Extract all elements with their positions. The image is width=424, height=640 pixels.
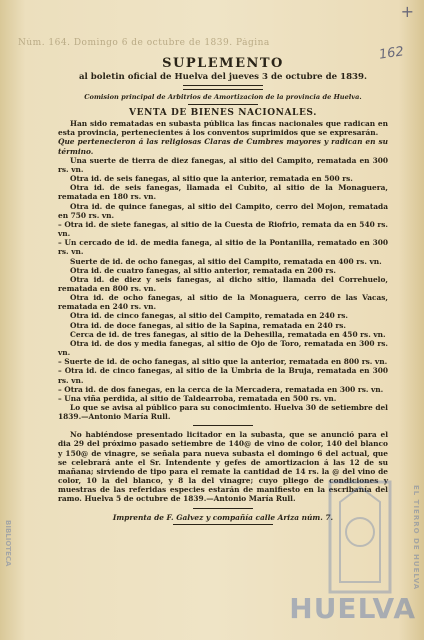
list-item: – Otra id. de dos fanegas, en la cerca de la Mercadera, rematada en 300 rs. vn. (58, 384, 384, 394)
bottom-rule (173, 524, 273, 525)
list-item: – Una viña perdida, al sitio de Taldearroba, rematada en 500 rs. vn. (58, 393, 337, 403)
comision-heading: Comision principal de Arbitrios de Amortizacion de la provincia de Huelva. (84, 93, 362, 101)
list-item: – Suerte de id. de ocho fanegas, al sitio que la anterior, rematada en 800 rs. vn. (58, 357, 388, 367)
short-rule (188, 104, 258, 105)
document-title: SUPLEMENTO (162, 56, 284, 71)
bleed-through-header: Núm. 164. Domingo 6 de octubre de 1839. Página (18, 38, 270, 48)
document-content (58, 56, 388, 525)
list-item: Otra id. de dos y media fanegas, al sitio de Ojo de Toro, rematada en 300 rs. vn. (58, 338, 388, 358)
separator-rule (193, 425, 253, 426)
list-item: Otra id. de cuatro fanegas, al sitio anterior, rematada en 200 rs. (70, 265, 336, 275)
stamp-huelva-text: HUELVA (289, 592, 416, 625)
printer-imprint: Imprenta de F. Galvez y compañía calle Ariza núm. 7. (112, 512, 334, 522)
auction-notice: No habiéndose presentado licitador en la subasta, que se anunció para el dia 29 del próximo pasado setiembre de 140@ de vino de color, 140 del blanco y 150@ de vinagre, se señala para nueva subasta el domingo 6 del actual, que se celebrará ante el Sr. Intendente y gefes de amortizacion á las 12 de su mañana; sirviendo de tipo para el remate la cantidad de 14 rs. la @ del vino de color, 10 la del blanco, y 8 la del vinagre; cuyo pliego de condiciones y muestras de las referidas especies estarán de manifiesto en la escribanía del ramo. Huelva 5 de octubre de 1839.—Antonio María Rull. (58, 430, 388, 504)
pencil-page-number: 162 (378, 44, 405, 63)
list-item: Otra id. de seis fanegas, al sitio que la anterior, rematada en 500 rs. (70, 174, 353, 184)
stamp-side-text: EL TIERRO DE HUELVA (412, 485, 420, 591)
list-item: – Un cercado de id. de media fanega, al sitio de la Pontanilla, rematado en 300 rs. vn. (58, 238, 388, 257)
list-item: Otra id. de doce fanegas, al sitio de la Sapina, rematada en 240 rs. (70, 320, 346, 330)
separator-rule (193, 508, 253, 509)
intro-italic: Que pertenecieron á las religiosas Claras de Cumbres mayores y radican en su término. (58, 137, 388, 156)
list-item: – Otra id. de cinco fanegas, al sitio de la Umbria de la Bruja, rematada en 300 rs. vn. (58, 366, 388, 385)
intro-paragraph: Han sido rematadas en subasta pública las fincas nacionales que radican en esta provincia, pertenecientes á los conventos suprimidos que se expresarán. (58, 119, 388, 138)
list-item: Otra id. de ocho fanegas, al sitio de la Monaguera, cerro de las Vacas, rematada en 240 rs. vn. (58, 293, 388, 312)
pencil-cross-mark: + (400, 2, 414, 21)
entries-list (58, 156, 388, 403)
list-item: Otra id. de diez y seis fanegas, al dicho sitio, llamada del Correhuelo, rematada en 800 rs. vn. (58, 274, 388, 293)
list-item: Otra id. de quince fanegas, al sitio del Campito, cerro del Mojon, rematada en 750 rs. vn. (58, 201, 388, 220)
list-item: – Otra id. de siete fanegas, al sitio de la Cuesta de Riofrio, remata da en 540 rs. vn. (58, 219, 388, 239)
list-item: Cerca de id. de tres fanegas, al sitio de la Dehesilla, rematada en 450 rs. vn. (70, 329, 386, 339)
stamp-left-text: BIBLIOTECA (4, 520, 12, 567)
list-item: Otra id. de cinco fanegas, al sitio del Campito, rematada en 240 rs. (70, 311, 348, 321)
section-title: VENTA DE BIENES NACIONALES. (129, 108, 317, 119)
document-subtitle: al boletin oficial de Huelva del jueves 3 de octubre de 1839. (78, 72, 368, 82)
list-item: Otra id. de seis fanegas, llamada el Cubito, al sitio de la Monaguera, rematada en 180 rs. vn. (58, 183, 388, 202)
closing-paragraph: Lo que se avisa al público para su conocimiento. Huelva 30 de setiembre del 1839.—Antonio María Rull. (58, 403, 388, 422)
ornamental-rule (183, 85, 263, 90)
list-item: Suerte de id. de ocho fanegas, al sitio del Campito, rematada en 400 rs. vn. (70, 256, 382, 266)
list-item: Una suerte de tierra de diez fanegas, al sitio del Campito, rematada en 300 rs. vn. (58, 155, 388, 174)
